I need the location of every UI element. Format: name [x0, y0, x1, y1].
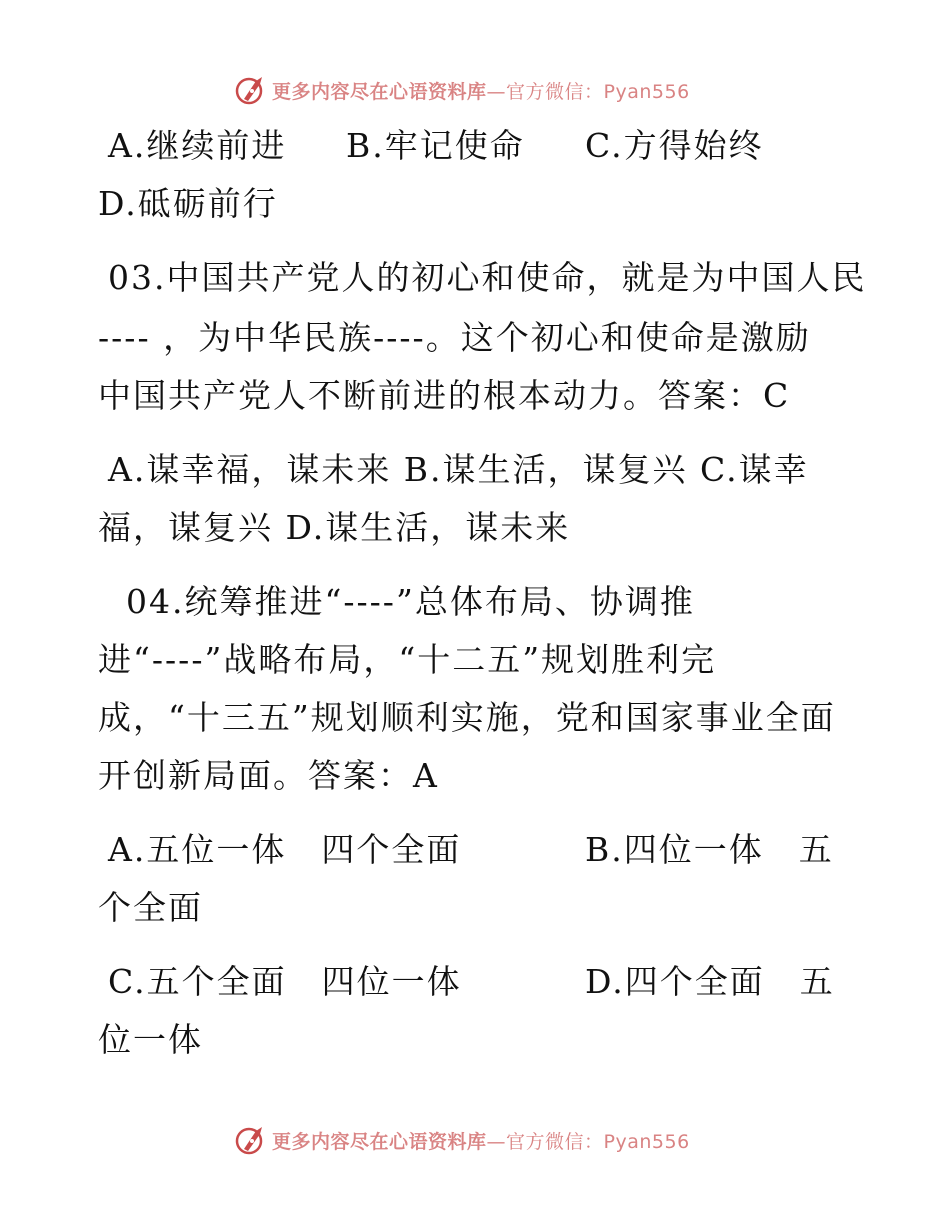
- q04-option-c: C.五个全面 四位一体: [108, 962, 462, 1001]
- footer-banner: [234, 1122, 690, 1158]
- pen-nib-icon: [234, 73, 268, 107]
- q04-line-3: 成，“十三五”规划顺利实施，党和国家事业全面: [98, 698, 836, 737]
- q04-option-b-line-2: 个全面: [98, 888, 203, 927]
- q04-option-b-line-1: B.四位一体 五: [585, 830, 834, 869]
- header-banner: [234, 72, 690, 108]
- footer-promo-text: 更多内容尽在心语资料库: [272, 1130, 487, 1153]
- q02-option-c: C.方得始终: [585, 126, 764, 165]
- q02-option-a: A.继续前进: [108, 126, 287, 165]
- pen-nib-icon: [234, 1123, 268, 1157]
- q04-option-d-line-2: 位一体: [98, 1020, 203, 1059]
- q03-line-2: ---- ，为中华民族----。这个初心和使命是激励: [98, 318, 811, 357]
- header-separator: —: [486, 80, 507, 103]
- header-banner-text: [272, 77, 690, 104]
- footer-wechat-label: 官方微信：: [506, 1130, 604, 1153]
- header-wechat-label: 官方微信：: [506, 80, 604, 103]
- footer-wechat-id: Pyan556: [603, 1130, 690, 1153]
- q02-option-d: D.砥砺前行: [98, 184, 278, 223]
- q03-line-3: 中国共产党人不断前进的根本动力。答案：C: [98, 376, 791, 415]
- q04-line-4: 开创新局面。答案：A: [98, 756, 439, 795]
- footer-banner-text: [272, 1127, 690, 1154]
- q02-option-b: B.牢记使命: [346, 126, 525, 165]
- q04-option-a: A.五位一体 四个全面: [108, 830, 462, 869]
- footer-separator: —: [486, 1130, 507, 1153]
- q04-option-d-line-1: D.四个全面 五: [585, 962, 835, 1001]
- q04-line-1: 04.统筹推进“----”总体布局、协调推: [126, 582, 695, 621]
- header-promo-text: 更多内容尽在心语资料库: [272, 80, 487, 103]
- q03-options-line-2: 福，谋复兴 D.谋生活，谋未来: [98, 508, 571, 547]
- q03-line-1: 03.中国共产党人的初心和使命，就是为中国人民: [108, 258, 867, 297]
- header-wechat-id: Pyan556: [603, 80, 690, 103]
- q03-options-line-1: A.谋幸福，谋未来 B.谋生活，谋复兴 C.谋幸: [108, 450, 809, 489]
- q04-line-2: 进“----”战略布局，“十二五”规划胜利完: [98, 640, 717, 679]
